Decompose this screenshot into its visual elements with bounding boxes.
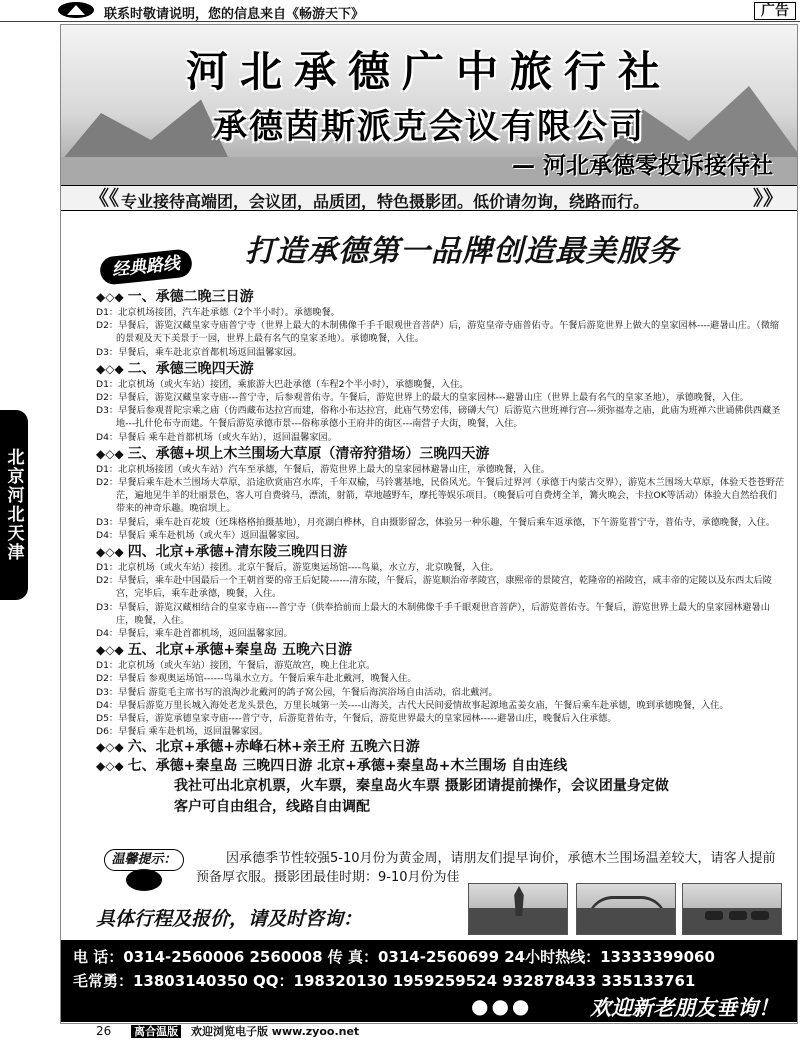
tip-label: 温馨提示：: [104, 849, 184, 871]
diamond-icon: ◆◇◆: [96, 545, 124, 560]
route-item: [96, 288, 786, 359]
route-title: ◆◇◆ 二、承德三晚四天游: [96, 360, 254, 377]
horse-icon: [751, 911, 769, 920]
route-day: D1：北京机场接团（或火车站）汽车至承德，午餐后，游览世界上最大的皇家园林避暑山庄，承德晚餐，入住。: [96, 463, 550, 475]
ad-tag: 广告: [754, 2, 796, 20]
header-banner: [61, 25, 797, 185]
magazine-logo-icon: [58, 2, 94, 18]
classic-routes-tag: 经典路线: [99, 248, 193, 285]
route-day: D2：早餐后乘车赴木兰围场大草原，沿途欣赏庙宫水库，千年双榆，马铃薯基地，民俗风光。午餐后过界河（承德于内蒙古交界），游览木兰围场大草原，体验天苍苍野茫茫，遍地见牛羊的壮丽景色，客人可自费骑马，漂流，射箭，草地越野车，摩托等娱乐项目。（晚餐后可自费烤全羊，篝火晚会，卡拉OK等活动）体验大自然给我们带来的神奇乐趣。晚宿坝上。: [96, 477, 785, 515]
company-subtitle: 承德茵斯派克会议有限公司: [213, 107, 645, 147]
route-day: D2：早餐后，游览汉藏皇家寺庙---普宁寺，后参观普佑寺。午餐后，游览世界上的最大的皇家园林---避暑山庄（世界上最有名气的皇家圣地），承德晚餐，入住。: [96, 392, 749, 404]
extra-route-title: ◆◇◆ 七、承德+秦皇岛 三晚四日游 北京+承德+秦皇岛+木兰围场 自由连线: [96, 758, 568, 775]
diamond-icon: ◆◇◆: [96, 643, 124, 658]
diamond-icon: ◆◇◆: [96, 740, 124, 755]
route-day: D3：早餐后，游览汉藏相结合的皇家寺庙----普宁寺（供奉拾前而上最大的木制佛像千手千眼观世音菩萨），后游览普佑寺。午餐后，游览世界上最大的皇家园林避暑山庄，晚餐，入住。: [96, 601, 770, 626]
page-number: 26: [96, 1024, 112, 1038]
brand-slogan: 打造承德第一品牌创造最美服务: [245, 234, 679, 269]
route-day: D2：早餐后 参观奥运场馆------鸟巢水立方。午餐后乘车赴北戴河，晚餐入住。: [96, 673, 417, 685]
inquiry-prompt: 具体行程及报价，请及时咨询：: [96, 908, 363, 930]
route-day: D1：北京机场（或火车站）接团。北京午餐后，游览奥运场馆----鸟巢，水立方，北京晚餐，入住。: [96, 562, 499, 574]
route-title: ◆◇◆ 三、承德+坝上木兰围场大草原（清帝狩猎场）三晚四天游: [96, 445, 490, 462]
diamond-icon: ◆◇◆: [96, 759, 124, 774]
route-day: D1：北京机场（或火车站）接团，午餐后，游览故宫，晚上住北京。: [96, 660, 376, 672]
service-note: 我社可出北京机票，火车票，秦皇岛火车票 摄影团请提前操作，会议团量身定做: [174, 778, 669, 795]
route-day: D1：北京机场（或火车站）接团，乘旅游大巴赴承德（车程2个半小时），承德晚餐，入住。: [96, 378, 469, 390]
route-list: [96, 287, 786, 818]
route-title: ◆◇◆ 四、北京+承德+清东陵三晚四日游: [96, 544, 348, 561]
service-note: 客户可自由组合，线路自由调配: [174, 799, 370, 816]
route-day: D2：早餐后，游览汉藏皇家寺庙普宁寺（世界上最大的木制佛像千手千眼观世音菩萨）后，游览皇帝寺庙普佑寺。午餐后游览世界上做大的皇家园林----避暑山庄。（微缩的景观及天下美景于一园，世界上最有名气的皇家圣地）。承德晚餐，入住。: [96, 320, 780, 345]
page-footer: [96, 1023, 359, 1040]
route-day: D4：早餐后 乘车赴机场（或火车）返回温馨家园。: [96, 529, 305, 541]
route-day: D1：北京机场接团，汽车赴承德（2个半小时）。承德晚餐。: [96, 307, 340, 318]
route-title: ◆◇◆ 一、承德二晚三日游: [96, 289, 254, 305]
horses-photo: [682, 883, 782, 935]
diamond-icon: ◆◇◆: [96, 446, 124, 461]
source-notice: 联系时敬请说明，您的信息来自《畅游天下》: [104, 7, 365, 22]
extra-route-title: ◆◇◆ 六、北京+承德+赤峰石林+亲王府 五晚六日游: [96, 739, 420, 756]
contact-panel: [61, 940, 797, 1022]
route-day: D3：早餐后参观普陀宗乘之庙（仿西藏布达拉宫而建，俗称小布达拉宫，此庙气势宏伟，磅礴大气）后游览六世班禅行宫---须弥福寿之庙，此庙为班禅六世诵佛供西藏圣地---扎什伦布寺而建。午餐后游览承德市景---俗称承德小王府井的街区---南营子大街，晚餐，入住。: [96, 405, 781, 430]
top-bar: [0, 0, 800, 22]
chevron-right-icon: 》》: [753, 186, 783, 210]
contact-person-qq: 毛常勇：13803140350 QQ：198320130 1959259524 932878433 335133761: [73, 972, 696, 990]
dots-icon: ●●●: [471, 994, 533, 1018]
route-item: [96, 641, 786, 738]
website-link[interactable]: 欢迎浏览电子版 www.zyoo.net: [190, 1025, 360, 1038]
chevron-left-icon: 《《: [89, 186, 119, 210]
route-day: D6：早餐后 乘车赴机场，返回温馨家园。: [96, 726, 269, 738]
horse-icon: [705, 911, 723, 920]
route-title: ◆◇◆ 五、北京+承德+秦皇岛 五晚六日游: [96, 642, 353, 659]
slogan-bar: [61, 185, 797, 211]
region-side-label: 北京河北天津: [0, 410, 28, 600]
route-item: [96, 360, 786, 444]
diamond-icon: ◆◇◆: [96, 290, 124, 304]
route-item: [96, 445, 786, 542]
route-day: D5：早餐后，游览承德皇家寺庙----普宁寺，后游览普佑寺，午餐后，游览世界最大的皇家园林-----避暑山庄，晚餐后入住承德。: [96, 713, 617, 725]
slogan-text: 专业接待高端团，会议团，品质团，特色摄影团。低价请勿询，绕路而行。: [121, 192, 650, 211]
route-day: D4：早餐后 乘车赴首都机场（或火车站），返回温馨家园。: [96, 431, 337, 443]
bridge-photo: [576, 883, 676, 935]
horse-icon: [729, 911, 747, 920]
tip-decoration-icon: [126, 869, 162, 891]
edition-badge: 离合温版: [131, 1025, 181, 1038]
company-title: 河北承德广中旅行社: [185, 47, 672, 96]
route-item: [96, 543, 786, 640]
diamond-icon: ◆◇◆: [96, 361, 124, 376]
route-day: D3：早餐后 游览毛主席书写的浪淘沙北戴河的鸽子窝公园，午餐后海滨浴场自由活动，宿北戴河。: [96, 686, 498, 698]
route-day: D4：早餐后游览万里长城入海处老龙头景色，万里长城第一关----山海关，古代大民间爱情故事起源地孟姜女庙，午餐后乘车赴承德，晚到承德晚餐，入住。: [96, 699, 729, 711]
route-day: D3：早餐后，乘车赴百花坡（还珠格格拍摄基地），月亮湖白桦林，自由摄影留念，体验另一种乐趣，午餐后乘车返承德，下午游览普宁寺，普佑寺，承德晚餐，入住。: [96, 516, 776, 528]
company-tagline: — 河北承德零投诉接待社: [511, 153, 773, 179]
route-day: D4：早餐后，乘车赴首都机场，返回温馨家园。: [96, 628, 293, 640]
pagoda-photo: [468, 883, 568, 935]
tip-text: 因承德季节性较强5-10月份为黄金周，请朋友们提早询价，承德木兰围场温差较大，请客人提前预备厚衣服。摄影团最佳时期：9-10月份为佳: [196, 851, 776, 885]
route-day: D3：早餐后，乘车赴北京首都机场返回温馨家园。: [96, 346, 302, 358]
route-day: D2：早餐后，乘车赴中国最后一个王朝首要的帝王后妃陵------清东陵，午餐后，游览顺治帝孝陵宫，康熙帝的景陵宫，乾隆帝的裕陵宫，咸丰帝的定陵以及东西太后陵宫，完毕后，乘车赴承德，晚餐，入住。: [96, 575, 772, 600]
phone-fax-hotline: 电 话：0314-2560006 2560008 传 真：0314-2560699 24小时热线：13333399060: [73, 948, 715, 966]
welcome-text: 欢迎新老朋友垂询！: [590, 996, 779, 1020]
